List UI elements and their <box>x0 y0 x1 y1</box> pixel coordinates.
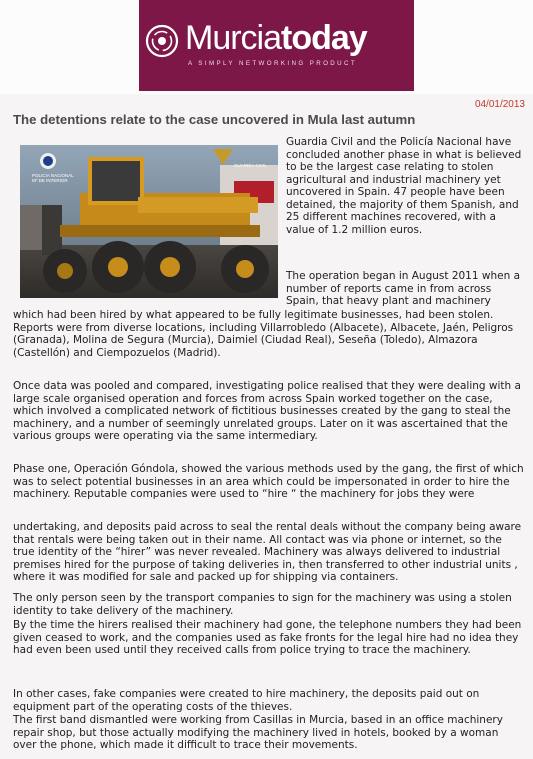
photo-guardia-badge: GUARDIA CIVIL <box>234 163 267 168</box>
paragraph-3: Once data was pooled and compared, investigating police realised that they were dealing with a large scale organised operation and forces from across Spain worked together on the case, which involved a complicated network of fictitious businesses created by the gang to steal the machinery, and a number of seemingly unrelated groups. Later on it was ascertained that the various groups were operating via the same intermediary. <box>13 380 521 442</box>
paragraph-4: Phase one, Operación Góndola, showed the various methods used by the gang, the first of which was to select potential businesses in an area which could be impersonated in order to hire the machinery. Reputable companies were used to “hire “ the machinery for jobs they were <box>13 463 524 500</box>
paragraph-1: Guardia Civil and the Policía Nacional have concluded another phase in what is believed to be the largest case relating to stolen agricultural and industrial machinery yet uncovered in Spain. 47 people have been detained, the majority of them Spanish, and 25 different machines recovered, with a value of 1.2 million euros. <box>286 136 522 236</box>
paragraph-6: The only person seen by the transport companies to sign for the machinery was using a stolen identity to take delivery of the machinery. <box>13 592 512 617</box>
article-photo <box>20 145 278 298</box>
logo-tagline: A SIMPLY NETWORKING PRODUCT <box>188 60 358 67</box>
article-date: 04/01/2013 <box>474 99 525 110</box>
paragraph-8: In other cases, fake companies were created to hire machinery, the deposits paid out on equipment part of the operating costs of the thieves. <box>13 688 480 713</box>
paragraph-7: By the time the hirers realised their machinery had gone, the telephone numbers they had been given ceased to work, and the companies used as fake fronts for the legal hire had no idea they had even been used until they received calls from police trying to trace the machinery. <box>13 619 522 656</box>
paragraph-9: The first band dismantled were working from Casillas in Murcia, based in an office machinery repair shop, but those actually modifying the machinery lived in hotels, booked by a woman over the phone, which made it difficult to trace their movements. <box>13 714 503 751</box>
logo-wordmark <box>185 18 367 58</box>
logo-name-regular: Murcia <box>185 19 282 57</box>
paragraph-2-continued: which had been hired by what appeared to be fully legitimate businesses, had been stolen. Reports were from diverse locations, including Villarrobledo (Albacete), Albacete, Jaén, Peligros (Granada), Molina de Segura (Murcia), Daimiel (Ciudad Real), Seseña (Toledo), Almazora (Castellón) and Ciempozuelos (Madrid). <box>13 309 514 359</box>
murciatoday-logo-icon <box>144 23 180 59</box>
article-headline: The detentions relate to the case uncovered in Mula last autumn <box>13 112 416 127</box>
photo-badge-label: POLICIA NACIONAL <box>32 173 74 178</box>
paragraph-2-intro: The operation began in August 2011 when a number of reports came in from across Spain, that heavy plant and machinery <box>286 270 521 307</box>
photo-police-badge <box>32 173 74 183</box>
masthead-banner[interactable] <box>139 0 414 91</box>
photo-badge-sublabel: Mº DE INTERIOR <box>32 178 68 183</box>
paragraph-5: undertaking, and deposits paid across to seal the rental deals without the company being aware that rentals were being taken out in their name. All contact was via phone or internet, so the true identity of the “hirer” was never revealed. Machinery was always delivered to industrial premises hired for the purpose of taking deliveries in, then transferred to other industrial units , where it was modified for sale and packed up for shipping via containers. <box>13 521 522 583</box>
logo-name-bold: today <box>281 19 367 57</box>
